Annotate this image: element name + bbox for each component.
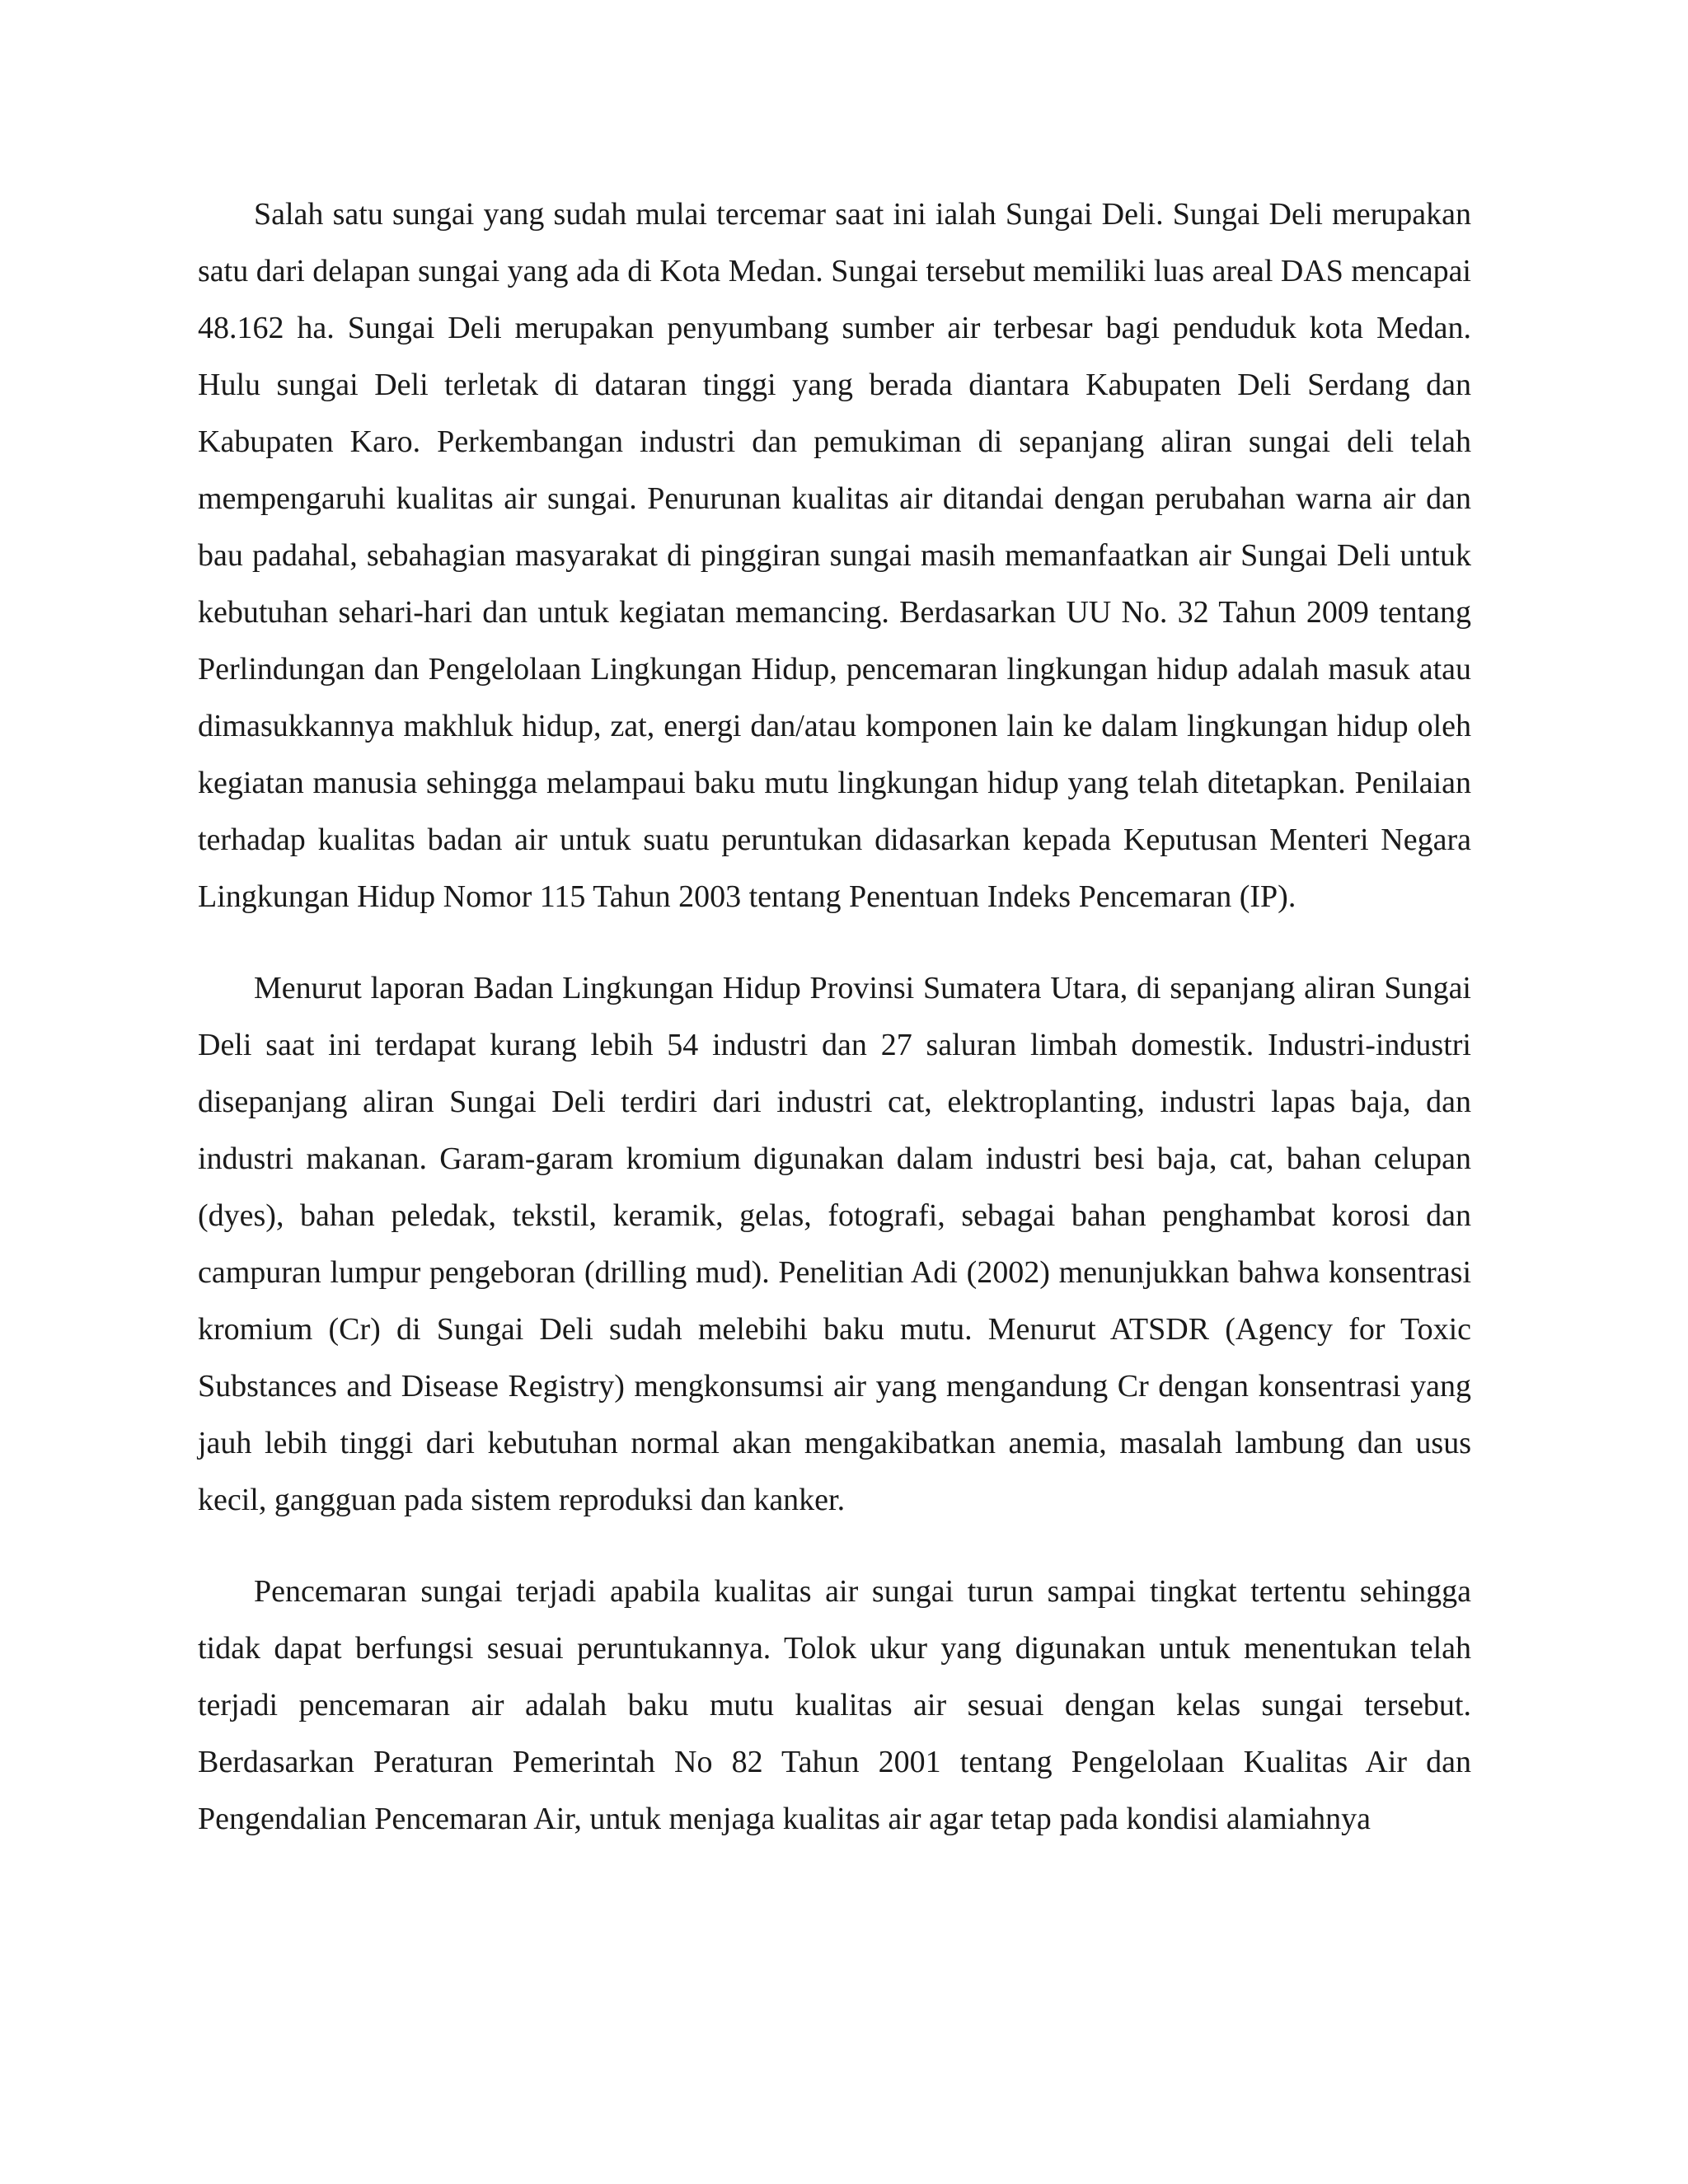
document-body xyxy=(198,186,1471,1848)
paragraph-pencemaran-sungai: Pencemaran sungai terjadi apabila kualitas air sungai turun sampai tingkat tertentu sehingga tidak dapat berfungsi sesuai peruntukannya. Tolok ukur yang digunakan untuk menentukan telah terjadi pencemaran air adalah baku mutu kualitas air sesuai dengan kelas sungai tersebut. Berdasarkan Peraturan Pemerintah No 82 Tahun 2001 tentang Pengelolaan Kualitas Air dan Pengendalian Pencemaran Air, untuk menjaga kualitas air agar tetap pada kondisi alamiahnya xyxy=(198,1574,1471,1836)
paragraph-sungai-deli-overview: Salah satu sungai yang sudah mulai tercemar saat ini ialah Sungai Deli. Sungai Deli merupakan satu dari delapan sungai yang ada di Kota Medan. Sungai tersebut memiliki luas areal DAS mencapai 48.162 ha. Sungai Deli merupakan penyumbang sumber air terbesar bagi penduduk kota Medan. Hulu sungai Deli terletak di dataran tinggi yang berada diantara Kabupaten Deli Serdang dan Kabupaten Karo. Perkembangan industri dan pemukiman di sepanjang aliran sungai deli telah mempengaruhi kualitas air sungai. Penurunan kualitas air ditandai dengan perubahan warna air dan bau padahal, sebahagian masyarakat di pinggiran sungai masih memanfaatkan air Sungai Deli untuk kebutuhan sehari-hari dan untuk kegiatan memancing. Berdasarkan UU No. 32 Tahun 2009 tentang Perlindungan dan Pengelolaan Lingkungan Hidup, pencemaran lingkungan hidup adalah masuk atau dimasukkannya makhluk hidup, zat, energi dan/atau komponen lain ke dalam lingkungan hidup oleh kegiatan manusia sehingga melampaui baku mutu lingkungan hidup yang telah ditetapkan. Penilaian terhadap kualitas badan air untuk suatu peruntukan didasarkan kepada Keputusan Menteri Negara Lingkungan Hidup Nomor 115 Tahun 2003 tentang Penentuan Indeks Pencemaran (IP). xyxy=(198,197,1471,914)
paragraph-industri-kromium: Menurut laporan Badan Lingkungan Hidup Provinsi Sumatera Utara, di sepanjang aliran Sungai Deli saat ini terdapat kurang lebih 54 industri dan 27 saluran limbah domestik. Industri-industri disepanjang aliran Sungai Deli terdiri dari industri cat, elektroplanting, industri lapas baja, dan industri makanan. Garam-garam kromium digunakan dalam industri besi baja, cat, bahan celupan (dyes), bahan peledak, tekstil, keramik, gelas, fotografi, sebagai bahan penghambat korosi dan campuran lumpur pengeboran (drilling mud). Penelitian Adi (2002) menunjukkan bahwa konsentrasi kromium (Cr) di Sungai Deli sudah melebihi baku mutu. Menurut ATSDR (Agency for Toxic Substances and Disease Registry) mengkonsumsi air yang mengandung Cr dengan konsentrasi yang jauh lebih tinggi dari kebutuhan normal akan mengakibatkan anemia, masalah lambung dan usus kecil, gangguan pada sistem reproduksi dan kanker. xyxy=(198,971,1471,1517)
